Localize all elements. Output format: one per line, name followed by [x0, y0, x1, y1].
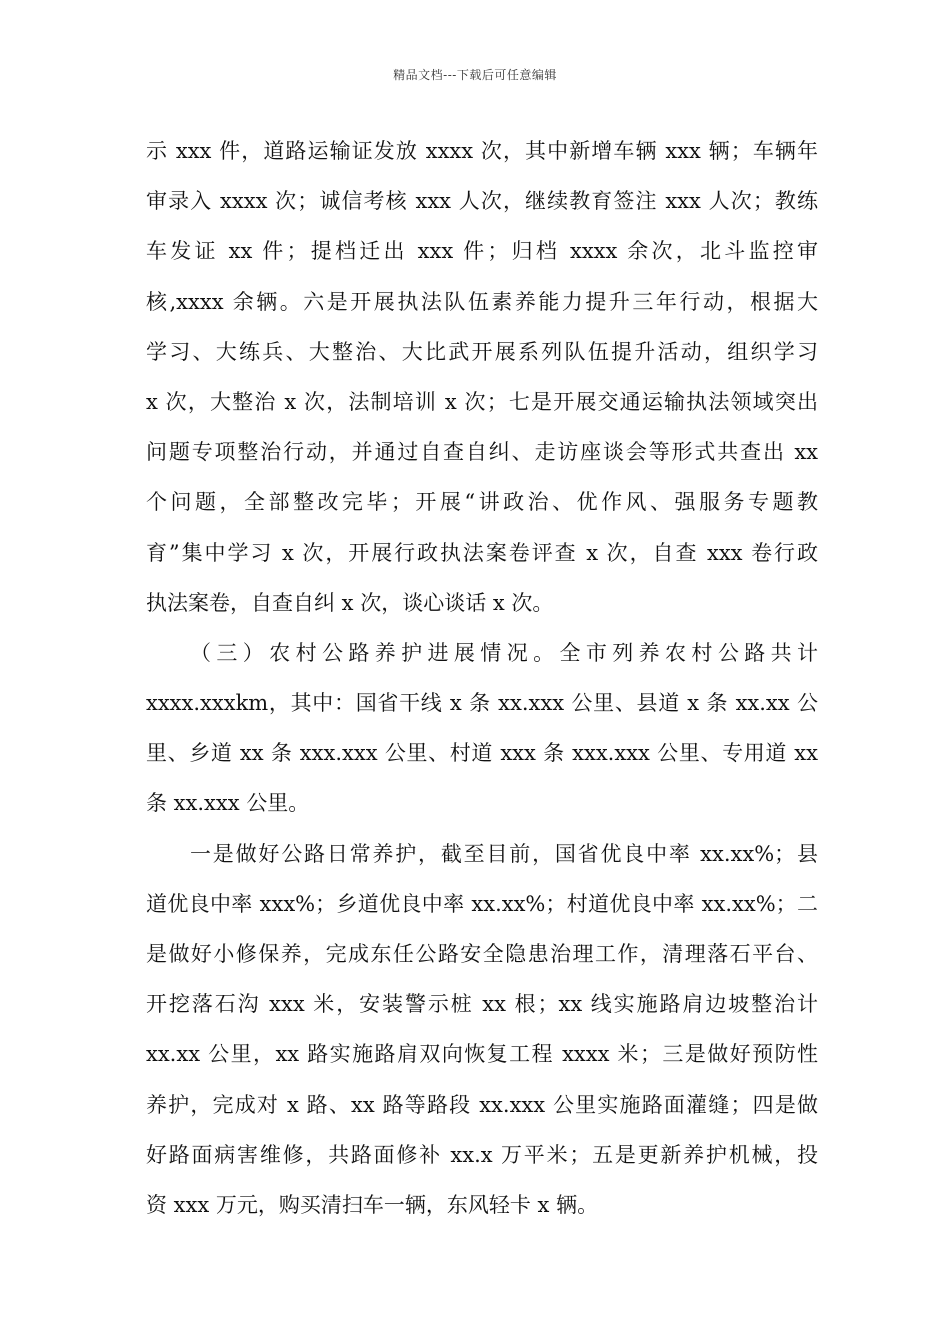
paragraph-3-line: 资 xxx 万元，购买清扫车一辆，东风轻卡 x 辆。	[146, 1192, 599, 1217]
paragraph-1-line: 执法案卷，自查自纠 x 次，谈心谈话 x 次。	[146, 590, 554, 615]
paragraph-3-line: 好路面病害维修，共路面修补 xx.x 万平米；五是更新养护机械，投	[146, 1142, 818, 1167]
paragraph-3-line: 开挖落石沟 xxx 米，安装警示桩 xx 根；xx 线实施路肩边坡整治计	[146, 992, 818, 1017]
paragraph-1-line: 个问题，全部整改完毕；开展“讲政治、优作风、强服务专题教	[146, 490, 818, 515]
page-header: 精品文档---下载后可任意编辑	[393, 68, 557, 82]
paragraph-2-line: （三）农村公路养护进展情况。全市列养农村公路共计	[190, 640, 818, 665]
paragraph-3-line: xx.xx 公里，xx 路实施路肩双向恢复工程 xxxx 米；三是做好预防性	[146, 1042, 818, 1067]
paragraph-1-line: 学习、大练兵、大整治、大比武开展系列队伍提升活动，组织学习	[146, 339, 818, 364]
paragraph-2-line: xxxx.xxxkm，其中：国省干线 x 条 xx.xxx 公里、县道 x 条 xx.xx 公	[146, 691, 818, 716]
paragraph-1-line: 问题专项整治行动，并通过自查自纠、走访座谈会等形式共查出 xx	[146, 440, 818, 465]
paragraph-2-line: 条 xx.xxx 公里。	[146, 791, 310, 816]
document-body	[146, 126, 818, 1230]
paragraph-1-line: 育”集中学习 x 次，开展行政执法案卷评查 x 次，自查 xxx 卷行政	[146, 540, 818, 565]
paragraph-2-line: 里、乡道 xx 条 xxx.xxx 公里、村道 xxx 条 xxx.xxx 公里、专用道 xx	[146, 741, 818, 766]
paragraph-1-line: 审录入 xxxx 次；诚信考核 xxx 人次，继续教育签注 xxx 人次；教练	[146, 189, 818, 214]
paragraph-1-line: 核,xxxx 余辆。六是开展执法队伍素养能力提升三年行动，根据大	[146, 289, 818, 314]
paragraph-3-line: 养护，完成对 x 路、xx 路等路段 xx.xxx 公里实施路面灌缝；四是做	[146, 1092, 818, 1117]
paragraph-1-line: 示 xxx 件，道路运输证发放 xxxx 次，其中新增车辆 xxx 辆；车辆年	[146, 139, 818, 163]
paragraph-1-line: x 次，大整治 x 次，法制培训 x 次；七是开展交通运输执法领域突出	[146, 389, 818, 414]
paragraph-3-line: 是做好小修保养，完成东任公路安全隐患治理工作，清理落石平台、	[146, 942, 818, 966]
paragraph-3-line: 一是做好公路日常养护，截至目前，国省优良中率 xx.xx%；县	[190, 841, 818, 866]
paragraph-3-line: 道优良中率 xxx%；乡道优良中率 xx.xx%；村道优良中率 xx.xx%；二	[146, 891, 818, 916]
paragraph-1-line: 车发证 xx 件；提档迁出 xxx 件；归档 xxxx 余次，北斗监控审	[146, 239, 818, 264]
